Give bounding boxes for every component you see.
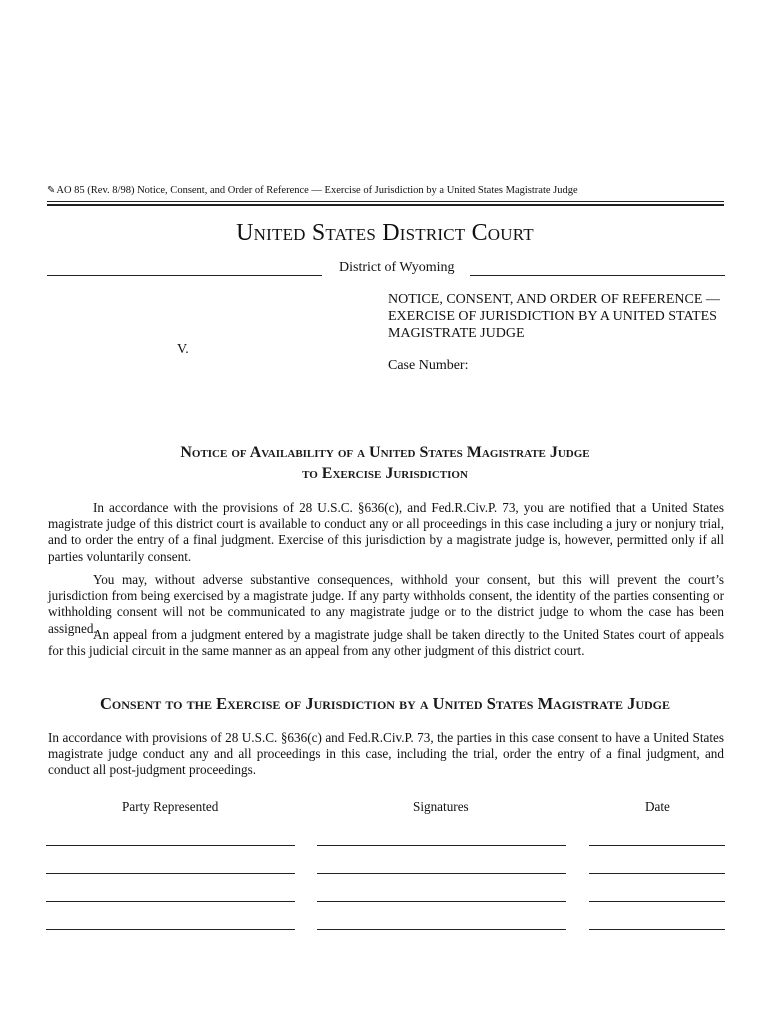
header-rule-bottom	[47, 204, 724, 206]
court-title: United States District Court	[236, 220, 534, 246]
district-line-right[interactable]	[470, 275, 725, 276]
date-line-1[interactable]	[589, 845, 725, 846]
signature-line-4[interactable]	[317, 929, 566, 930]
date-line-3[interactable]	[589, 901, 725, 902]
district-line-left[interactable]	[47, 275, 322, 276]
notice-paragraph-1: In accordance with the provisions of 28 U.S.C. §636(c), and Fed.R.Civ.P. 73, you are notified that a United States magistrate judge of this district court is available to conduct any or all proceedings in this case including a jury or nonjury trial, and to order the entry of a final judgment. Exercise of this jurisdiction by a magistrate judge is, however, permitted only if all parties voluntarily consent.	[48, 500, 724, 564]
signature-line-1[interactable]	[317, 845, 566, 846]
signature-line-2[interactable]	[317, 873, 566, 874]
date-line-4[interactable]	[589, 929, 725, 930]
notice-title: NOTICE, CONSENT, AND ORDER OF REFERENCE — EXERCISE OF JURISDICTION BY A UNITED STATES MAGISTRATE JUDGE	[388, 292, 720, 341]
party-line-3[interactable]	[46, 901, 295, 902]
party-line-4[interactable]	[46, 929, 295, 930]
notice-paragraph-3: An appeal from a judgment entered by a magistrate judge shall be taken directly to the United States court of appeals for this judicial circuit in the same manner as an appeal from any other judgment of this district court.	[48, 627, 724, 659]
column-signatures: Signatures	[413, 799, 469, 814]
column-date: Date	[645, 799, 670, 814]
column-party-represented: Party Represented	[122, 799, 219, 814]
case-number-label: Case Number:	[388, 358, 469, 373]
notice-heading-line1: Notice of Availability of a United States Magistrate Judge	[180, 444, 590, 461]
consent-heading: Consent to the Exercise of Jurisdiction by a United States Magistrate Judge	[99, 694, 671, 713]
party-line-1[interactable]	[46, 845, 295, 846]
versus-label: V.	[177, 342, 189, 357]
party-line-2[interactable]	[46, 873, 295, 874]
consent-paragraph: In accordance with provisions of 28 U.S.C. §636(c) and Fed.R.Civ.P. 73, the parties in this case consent to have a United States magistrate judge conduct any and all proceedings in this case, including the trial, order the entry of a final judgment, and conduct all post-judgment proceedings.	[48, 730, 724, 778]
notice-heading	[0, 442, 770, 484]
header-rule-top	[47, 201, 724, 202]
form-id: AO 85 (Rev. 8/98) Notice, Consent, and Order of Reference — Exercise of Jurisdiction by a United States Magistrate Judge	[56, 185, 578, 196]
date-line-2[interactable]	[589, 873, 725, 874]
district-label: District of Wyoming	[339, 260, 455, 275]
form-header	[47, 185, 727, 196]
notice-heading-line2: to Exercise Jurisdiction	[302, 465, 468, 482]
notice-paragraph-2: You may, without adverse substantive consequences, withhold your consent, but this will prevent the court’s jurisdiction from being exercised by a magistrate judge. If any party withholds consent, the identity of the parties consenting or withholding consent will not be communicated to any magistrate judge or to the district judge to whom the case has been assigned.	[48, 572, 724, 636]
pencil-icon: ✎	[47, 185, 56, 196]
signature-line-3[interactable]	[317, 901, 566, 902]
